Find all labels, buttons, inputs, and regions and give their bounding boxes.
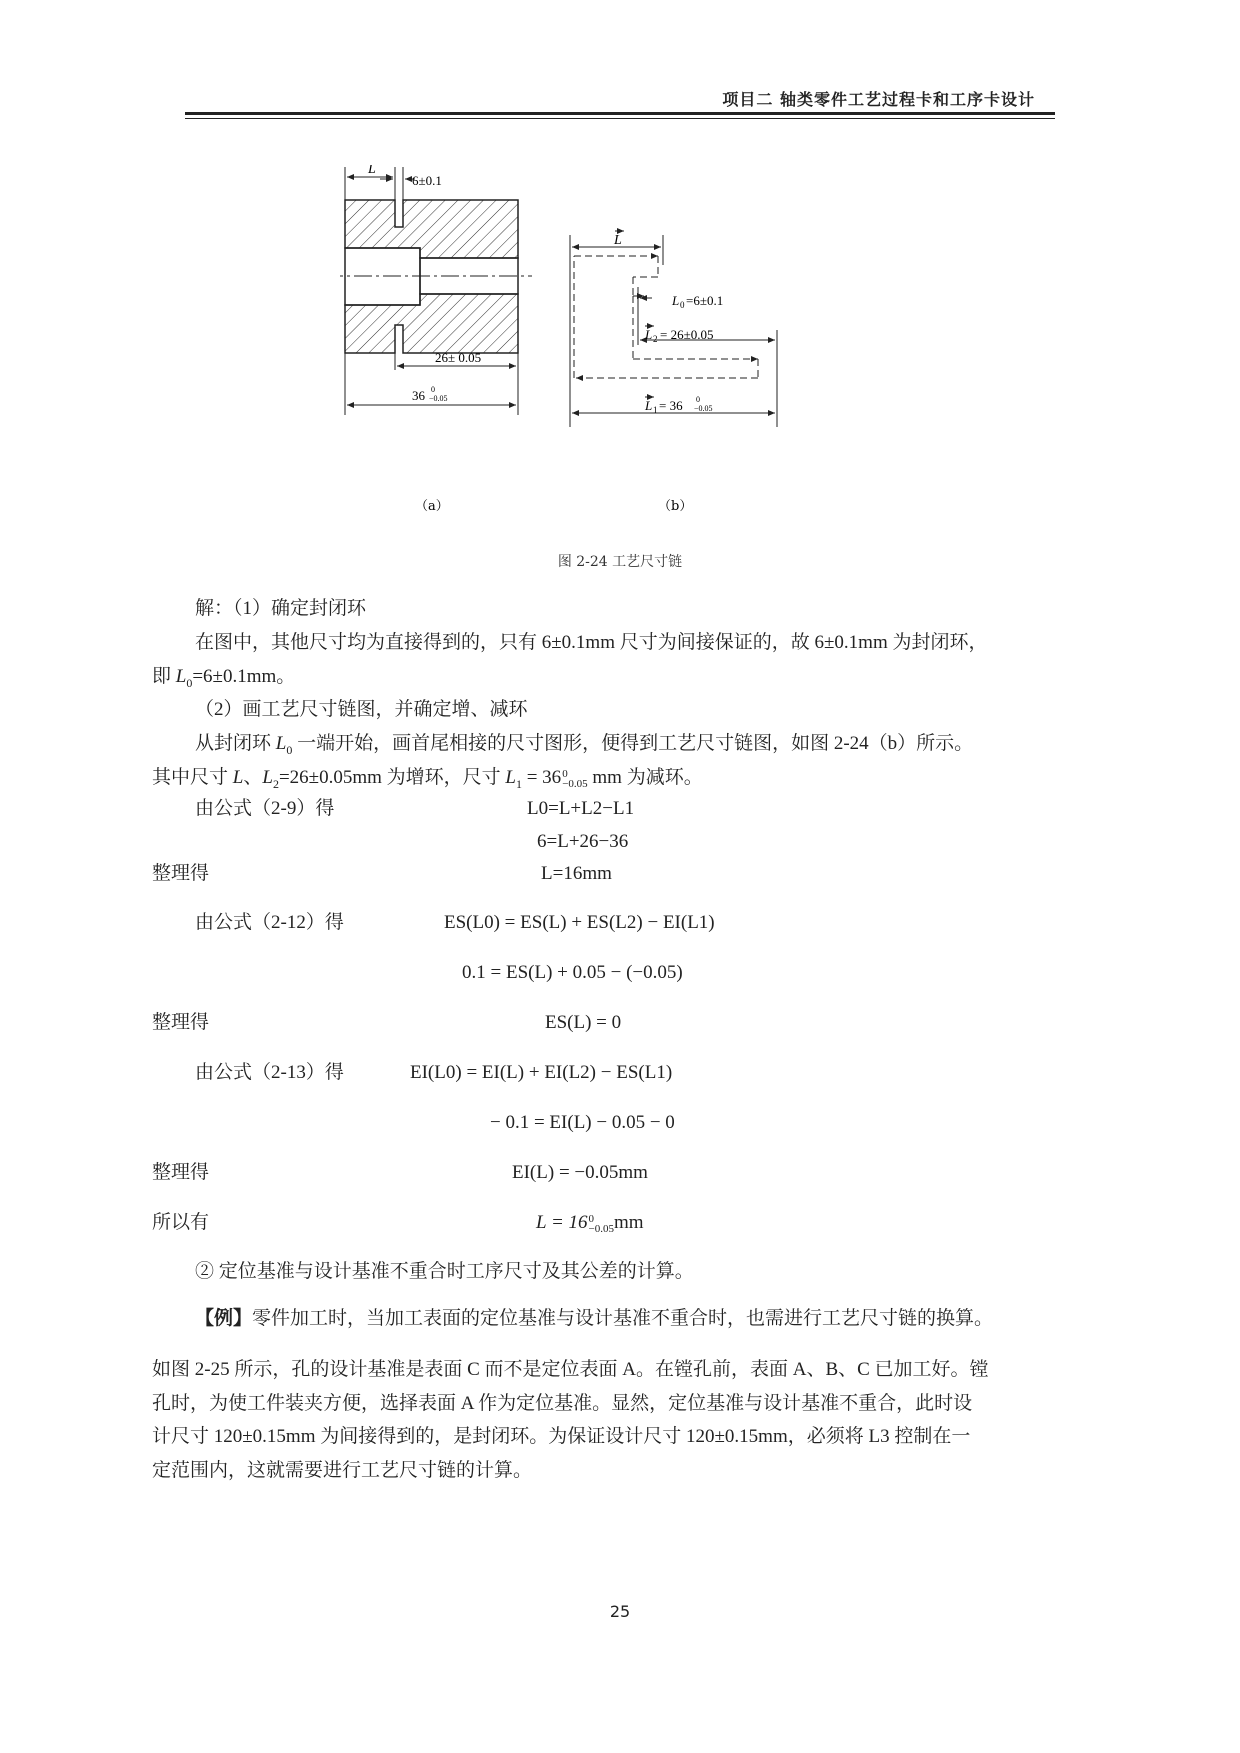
formula-2-13-label: 由公式（2-13）得	[195, 1062, 344, 1083]
part-a-dim-26: 26± 0.05	[435, 350, 482, 365]
dimension-chain-diagram	[340, 165, 900, 525]
part-b-L0-letter: L	[672, 293, 680, 308]
paragraph-3-line-1: 如图 2-25 所示，孔的设计基准是表面 C 而不是定位表面 A。在镗孔前，表面 A、B、C 已加工好。镗	[152, 1359, 989, 1380]
formula-2-13-eq2: − 0.1 = EI(L) − 0.05 − 0	[490, 1112, 675, 1133]
formula-2-12-eq1: ES(L0) = ES(L) + ES(L2) − EI(L1)	[444, 912, 715, 933]
part-b-L1-sub: 1	[653, 405, 658, 415]
example-line: 【例】零件加工时，当加工表面的定位基准与设计基准不重合时，也需进行工艺尺寸链的换算。	[195, 1308, 994, 1329]
paragraph-3-line-3: 计尺寸 120±0.15mm 为间接得到的，是封闭环。为保证设计尺寸 120±0.15mm，必须将 L3 控制在一	[152, 1426, 971, 1447]
header-rule-thick	[185, 112, 1055, 115]
part-b-L1-upper: 0	[696, 395, 700, 404]
simplify-result-2: ES(L) = 0	[545, 1012, 622, 1033]
part-a-dim-36: 36	[412, 388, 425, 403]
part-b-L2-sub: 2	[653, 334, 658, 344]
page-number: 25	[609, 1602, 631, 1621]
conclusion-label: 所以有	[152, 1212, 210, 1233]
part-b-L1-lower: −0.05	[694, 404, 713, 413]
simplify-label-2: 整理得	[152, 1012, 210, 1033]
simplify-label-3: 整理得	[152, 1162, 210, 1183]
conclusion-result: L = 16 0 −0.05 mm	[536, 1212, 644, 1235]
part-b-L0-sub: 0	[680, 300, 685, 310]
part-b-L0-value: =6±0.1	[686, 293, 724, 308]
paragraph-3-line-2: 孔时，为使工件装夹方便，选择表面 A 作为定位基准。显然，定位基准与设计基准不重合，此时设	[152, 1393, 973, 1414]
formula-2-13-eq1: EI(L0) = EI(L) + EI(L2) − ES(L1)	[410, 1062, 673, 1083]
figure-caption: 图 2-24 工艺尺寸链	[557, 554, 683, 570]
formula-2-12-eq2: 0.1 = ES(L) + 0.05 − (−0.05)	[462, 962, 683, 983]
paragraph-2-line-1: 从封闭环 $L_0$ 一端开始，画首尾相接的尺寸图形，便得到工艺尺寸链图，如图 2-24（b）所示。	[195, 733, 974, 757]
part-b-L1-value: = 36	[659, 398, 683, 413]
part-a-drawing	[340, 167, 532, 415]
part-b-L2-value: = 26±0.05	[660, 327, 714, 342]
part-a-dim-36-lower: −0.05	[429, 394, 448, 403]
solution-step-2: （2）画工艺尺寸链图，并确定增、减环	[195, 699, 528, 720]
paragraph-3-line-4: 定范围内，这就需要进行工艺尺寸链的计算。	[152, 1460, 533, 1481]
part-a-dim-6: 6±0.1	[412, 173, 442, 188]
subfigure-label-a: （a）	[415, 499, 449, 514]
part-a-dim-L: L	[368, 165, 376, 177]
part-b-L2-letter: L	[645, 327, 653, 342]
paragraph-1-line-1: 在图中，其他尺寸均为直接得到的，只有 6±0.1mm 尺寸为间接保证的，故 6±0.1mm 为封闭环，	[195, 632, 988, 653]
paragraph-2-line-2: 其中尺寸 L、$L_2=26\pm 0.05mm$ 为增环，尺寸 $L_1 = 36$ 0 −0.05 mm 为减环。	[152, 767, 703, 791]
simplify-result-1: L=16mm	[541, 863, 612, 884]
part-b-dim-L: L	[614, 233, 622, 248]
formula-2-9-eq2: 6=L+26−36	[537, 831, 629, 852]
running-header-title: 项目二 轴类零件工艺过程卡和工序卡设计	[722, 90, 1035, 109]
subfigure-label-b: （b）	[658, 499, 693, 514]
simplify-label-1: 整理得	[152, 863, 210, 884]
item-2-heading: ② 定位基准与设计基准不重合时工序尺寸及其公差的计算。	[195, 1261, 694, 1282]
figure-2-24	[340, 165, 900, 525]
header-rule-thin	[185, 118, 1055, 119]
simplify-result-3: EI(L) = −0.05mm	[512, 1162, 648, 1183]
part-a-dim-36-upper: 0	[431, 385, 435, 394]
formula-2-9-eq1: L0=L+L2−L1	[527, 798, 635, 819]
paragraph-1-line-2: 即 $L_0=6\pm 0.1mm$。	[152, 666, 296, 690]
solution-step-1: 解：（1）确定封闭环	[195, 598, 367, 619]
formula-2-12-label: 由公式（2-12）得	[195, 912, 344, 933]
formula-2-9-label: 由公式（2-9）得	[195, 798, 335, 819]
part-b-L1-letter: L	[645, 398, 653, 413]
